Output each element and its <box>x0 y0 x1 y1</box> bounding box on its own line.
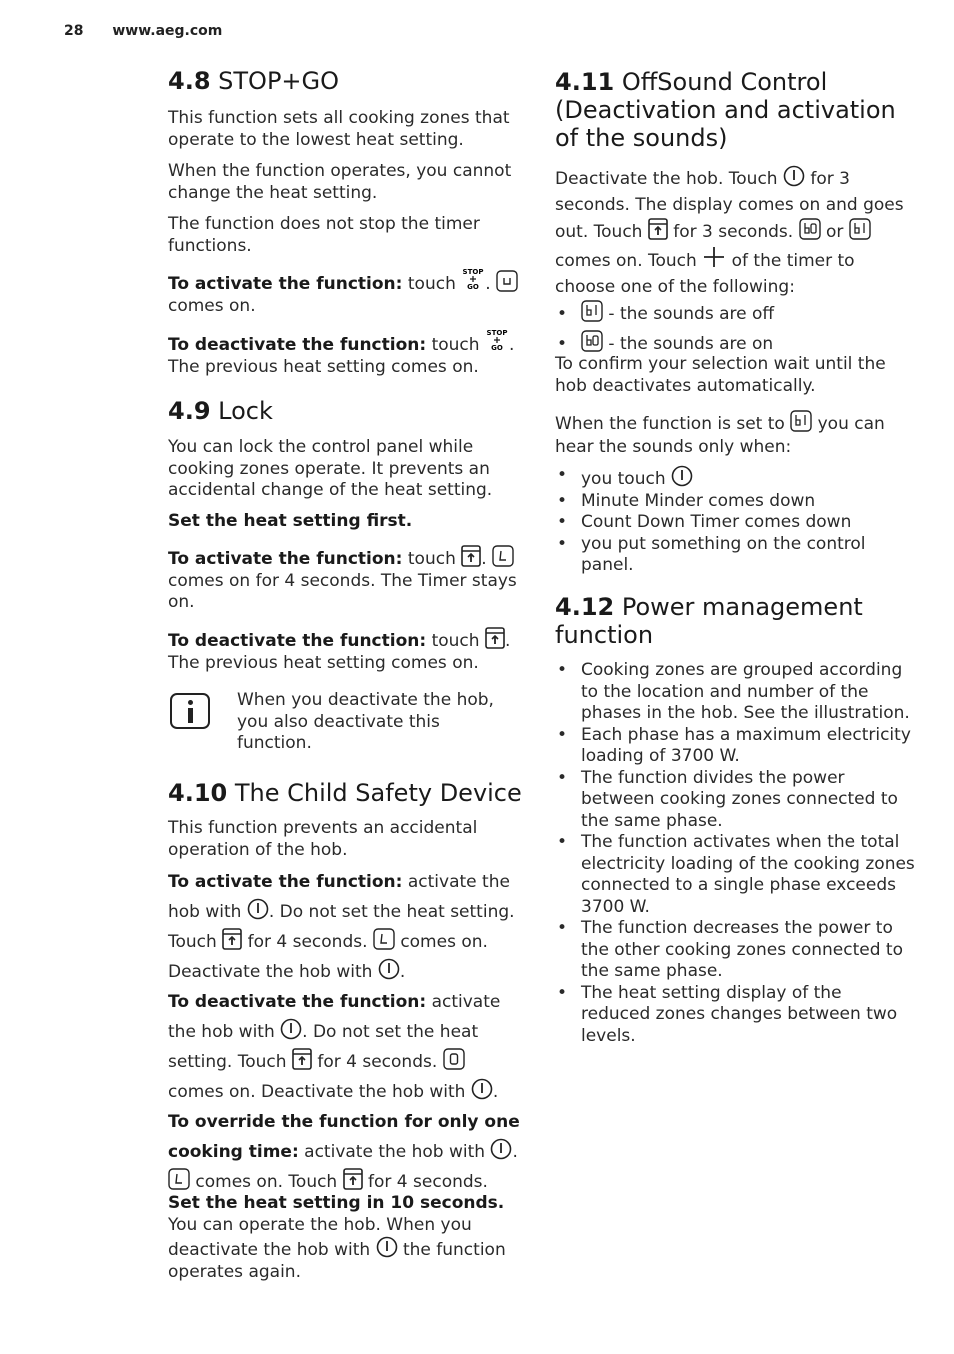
s49-deactivate: To deactivate the function: touch . The previous heat setting comes on. <box>168 627 524 674</box>
activate-text: comes on. Deactivate the hob with <box>168 932 488 982</box>
list-text: The function decreases the power to the other cooking zones connected to the same phase. <box>581 918 903 981</box>
override-bold: Set the heat setting in 10 seconds. <box>168 1193 505 1213</box>
list-text: Cooking zones are grouped according to the location and number of the phases in the hob. See the illustration. <box>581 660 910 723</box>
section-4-9-heading <box>168 397 273 425</box>
svg-text:GO: GO <box>467 283 480 291</box>
power-icon <box>280 1018 302 1040</box>
section-4-8-heading <box>168 67 339 95</box>
touch-text: touch <box>431 631 480 651</box>
s410-activate: To activate the function: activate the hob with . Do not set the heat setting. Touch for 4 seconds. comes on. Deactivate the hob with . <box>168 872 515 982</box>
lock-icon <box>292 1048 312 1070</box>
s410-override-cont <box>168 1193 524 1283</box>
s410-override: To override the function for only one cooking time: activate the hob with . comes on. Touch for 4 seconds. <box>168 1112 520 1192</box>
s411-confirm: To confirm your selection wait until the hob deactivates automatically. <box>555 354 886 396</box>
display-zero-icon <box>443 1048 465 1070</box>
activate-label: To activate the function: <box>168 549 403 569</box>
list-item <box>555 465 915 491</box>
plus-icon <box>702 245 726 269</box>
lock-icon <box>485 627 505 649</box>
s49-activate: To activate the function: touch . comes on for 4 seconds. The Timer stays on. <box>168 545 524 614</box>
option-text: - the sounds are off <box>608 304 775 324</box>
section-number: 4.9 <box>168 397 211 425</box>
list-item <box>555 491 915 513</box>
list-item <box>555 660 915 725</box>
override-text: activate the hob with <box>304 1142 486 1162</box>
deactivate-end: The previous heat setting comes on. <box>168 356 479 377</box>
list-text: The heat setting display of the reduced zones changes between two levels. <box>581 982 898 1046</box>
s48-p2: When the function operates, you cannot change the heat setting. <box>168 161 512 203</box>
power-icon <box>378 958 400 980</box>
info-note: When you deactivate the hob, you also deactivate this function. <box>237 690 494 753</box>
deactivate-label: To deactivate the function: <box>168 335 427 355</box>
svg-text:STOP: STOP <box>462 268 484 276</box>
s411-text: you can hear the sounds only when: <box>555 414 885 457</box>
lock-icon <box>648 218 668 240</box>
s48-deactivate: To deactivate the function: touch STOP GO . The previous heat setting comes on. <box>168 329 515 377</box>
s411-text: When the function is set to <box>555 414 785 434</box>
s411-text: Deactivate the hob. Touch <box>555 169 778 189</box>
list-text: The function activates when the total electricity loading of the cooking zones connected to a single phase exceeds 3700 W. <box>581 832 915 917</box>
s411-sound-list <box>555 465 915 577</box>
deactivate-text: comes on. Deactivate the hob with <box>168 1082 466 1102</box>
s411-when <box>555 410 915 459</box>
option-text: - the sounds are on <box>608 334 774 354</box>
info-icon <box>170 693 210 729</box>
section-title: STOP+GO <box>218 67 340 95</box>
deactivate-text: . Do not set the heat setting. Touch <box>168 1022 479 1072</box>
s48-p3: The function does not stop the timer functions. <box>168 214 480 256</box>
override-label: To override the function for only one cooking time: <box>168 1112 520 1162</box>
list-item <box>555 512 915 534</box>
activate-label: To activate the function: <box>168 274 403 294</box>
s48-p1: This function sets all cooking zones that operate to the lowest heat setting. <box>168 108 510 150</box>
section-title: Lock <box>218 397 273 425</box>
activate-end: comes on. <box>168 295 256 316</box>
list-item <box>555 918 915 983</box>
page-number: 28 <box>64 23 84 39</box>
activate-text: for 4 seconds. <box>247 932 368 952</box>
deactivate-text: for 4 seconds. <box>317 1052 438 1072</box>
s48-activate: To activate the function: touch STOP GO . comes on. <box>168 266 524 317</box>
override-text: comes on. Touch <box>195 1172 338 1192</box>
s411-text: comes on. Touch <box>555 251 697 271</box>
display-b0-icon <box>799 218 821 240</box>
display-l-icon <box>492 545 514 567</box>
display-l-icon <box>373 928 395 950</box>
list-item <box>555 832 915 918</box>
section-number: 4.10 <box>168 779 228 807</box>
stop-go-icon <box>485 327 509 353</box>
list-text: Count Down Timer comes down <box>581 512 852 532</box>
deactivate-label: To deactivate the function: <box>168 992 427 1012</box>
section-4-11-heading <box>555 68 915 152</box>
deactivate-text: activate the hob with <box>168 992 501 1042</box>
list-item <box>555 725 915 768</box>
display-l-icon <box>168 1168 190 1190</box>
list-text: Minute Minder comes down <box>581 490 816 511</box>
display-u-icon <box>496 270 518 292</box>
section-title: OffSound Control (Deactivation and activation of the sounds) <box>555 68 896 152</box>
lock-icon <box>461 545 481 567</box>
list-item <box>555 534 915 577</box>
lock-icon <box>343 1168 363 1190</box>
s411-text: for 3 seconds. The display comes on and goes out. Touch <box>555 169 904 242</box>
touch-text: touch <box>407 549 456 569</box>
s410-p1: This function prevents an accidental operation of the hob. <box>168 818 478 860</box>
override-text: You can operate the hob. When you deactivate the hob with <box>168 1214 472 1260</box>
svg-text:STOP: STOP <box>486 329 508 337</box>
s411-p1 <box>555 165 915 300</box>
list-item <box>555 299 915 329</box>
section-title: The Child Safety Device <box>234 779 522 807</box>
s411-text: or <box>825 222 844 242</box>
power-icon <box>247 898 269 920</box>
display-b1-icon <box>581 300 603 322</box>
s411-text: of the timer to choose one of the following: <box>555 251 855 297</box>
svg-text:GO: GO <box>491 344 503 352</box>
touch-text: touch <box>431 335 480 355</box>
power-icon <box>471 1078 493 1100</box>
section-number: 4.8 <box>168 67 211 95</box>
s412-list <box>555 660 915 1047</box>
list-text: The function divides the power between cooking zones connected to the same phase. <box>581 767 898 831</box>
touch-text: touch <box>407 274 456 294</box>
list-text: you put something on the control panel. <box>581 533 866 575</box>
list-item <box>555 768 915 833</box>
override-text: for 4 seconds. <box>368 1172 488 1192</box>
section-number: 4.12 <box>555 593 615 621</box>
section-number: 4.11 <box>555 68 615 96</box>
list-item <box>555 983 915 1048</box>
stop-go-icon <box>461 266 485 292</box>
deactivate-label: To deactivate the function: <box>168 631 427 651</box>
section-4-12-heading <box>555 593 915 649</box>
s49-p1: You can lock the control panel while cooking zones operate. It prevents an accidental change of the heat setting. <box>168 437 493 500</box>
list-text: Each phase has a maximum electricity loading of 3700 W. <box>581 724 911 766</box>
display-b1-icon <box>849 218 871 240</box>
activate-text: activate the hob with <box>168 872 510 922</box>
header-url: www.aeg.com <box>112 23 223 39</box>
display-b1-icon <box>790 410 812 432</box>
activate-end: comes on for 4 seconds. The Timer stays on. <box>168 570 517 612</box>
s411-options <box>555 299 915 359</box>
display-b0-icon <box>581 330 603 352</box>
power-icon <box>783 165 805 187</box>
power-icon <box>490 1138 512 1160</box>
activate-label: To activate the function: <box>168 872 403 892</box>
deactivate-end: The previous heat setting comes on. <box>168 652 479 673</box>
section-4-10-heading <box>168 779 522 807</box>
activate-text: . Do not set the heat setting. Touch <box>168 902 515 952</box>
page-header <box>64 23 222 39</box>
s411-text: for 3 seconds. <box>673 222 794 242</box>
lock-icon <box>222 928 242 950</box>
list-text: you touch <box>581 469 666 489</box>
power-icon <box>671 465 693 487</box>
section-title: Power management function <box>555 593 863 649</box>
power-icon <box>376 1236 398 1258</box>
override-text: the function operates again. <box>168 1240 506 1282</box>
s410-deactivate: To deactivate the function: activate the hob with . Do not set the heat setting. Touch for 4 seconds. comes on. Deactivate the hob with . <box>168 992 501 1102</box>
s49-p2: Set the heat setting first. <box>168 511 413 531</box>
